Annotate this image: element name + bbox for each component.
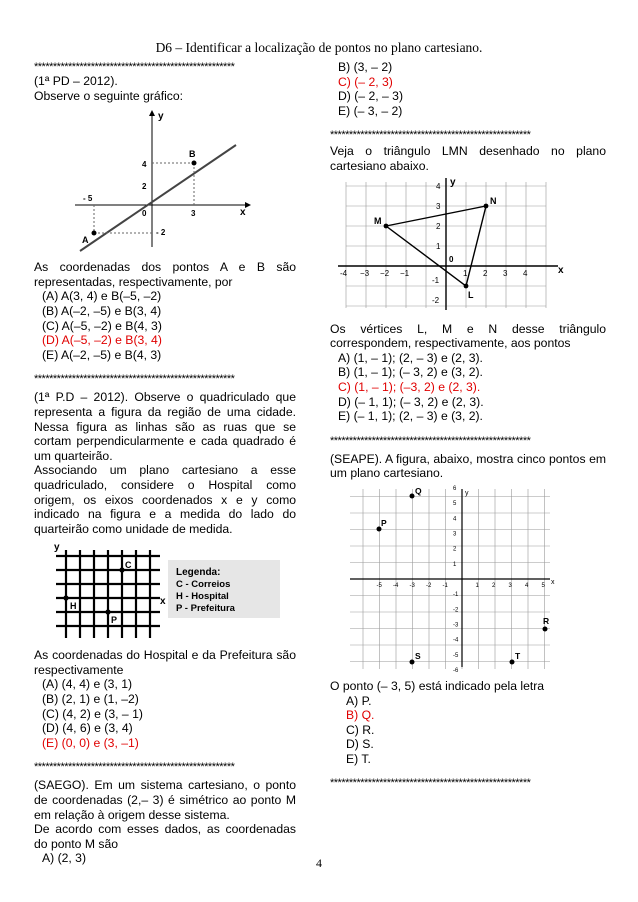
q4-tick-y4: 4 (436, 181, 441, 191)
q3-option-a[interactable]: A) (2, 3) (42, 851, 87, 866)
q5-x-tick: -2 (426, 582, 432, 589)
q4-option-c[interactable]: C) (1, – 1); (–3, 2) e (2, 3). (338, 379, 481, 394)
q1-x-label: x (240, 207, 246, 219)
q5-option-c[interactable]: C) R. (346, 722, 375, 737)
q2-city-grid (48, 542, 288, 642)
q1-option-c[interactable]: (C) A(–5, –2) e B(4, 3) (42, 318, 162, 333)
q1-option-d[interactable]: (D) A(–5, –2) e B(3, 4) (42, 333, 162, 348)
q5-x-tick: 5 (541, 582, 545, 589)
q2-p-label: P (111, 615, 118, 626)
point-l (464, 283, 469, 288)
q5-p-label: P (381, 517, 387, 528)
q5-x-tick: 4 (525, 582, 529, 589)
q5-option-b[interactable]: B) Q. (346, 708, 375, 723)
q5-prompt: (SEAPE). A figura, abaixo, mostra cinco pontos em um plano cartesiano. (330, 451, 606, 481)
q2-option-b[interactable]: (B) (2, 1) e (1, –2) (42, 692, 139, 707)
q4-tick-y3: 3 (436, 201, 441, 211)
q5-option-a[interactable]: A) P. (346, 693, 372, 708)
hospital-point (63, 596, 68, 601)
q5-y-tick: -6 (453, 667, 459, 673)
q5-y-tick: 4 (453, 516, 457, 523)
q5-option-d[interactable]: D) S. (346, 737, 374, 752)
q1-tick-2: 2 (142, 182, 147, 192)
q5-y-tick: -1 (453, 592, 459, 599)
q1-option-b[interactable]: (B) A(–2, –5) e B(3, 4) (42, 303, 162, 318)
q1-source: (1ª PD – 2012). (34, 74, 118, 88)
left-column (34, 60, 296, 866)
point-r (543, 626, 548, 631)
q5-y-tick: 3 (453, 531, 457, 538)
legend-p: P - Prefeitura (176, 603, 235, 615)
q1-tick-4: 4 (142, 160, 147, 170)
separator: ***************************************************** (34, 373, 235, 386)
q3-text1: (SAEGO). Em um sistema cartesiano, o ponto de coordenadas (2,– 3) é simétrico ao ponto M em relação à origem desse sistema. (34, 778, 296, 822)
separator: ***************************************************** (330, 434, 531, 447)
q1-tick-neg5: - 5 (83, 194, 93, 204)
q5-y-tick: 6 (453, 485, 457, 492)
page-number: 4 (316, 856, 322, 870)
q4-tick-x1: 1 (463, 268, 468, 278)
point-n (484, 203, 489, 208)
q3-text2: De acordo com esses dados, as coordenadas do ponto M são (34, 822, 296, 851)
q5-x-tick: -4 (393, 582, 399, 589)
q4-triangle-graph (334, 176, 566, 316)
q4-tick-y1: 1 (436, 241, 441, 251)
q5-point-plot (350, 485, 560, 673)
q5-x-tick: -3 (409, 582, 415, 589)
point-s (410, 659, 415, 664)
correios-point (119, 568, 124, 573)
q4-y-label: y (450, 176, 456, 188)
q4-l-label: L (468, 289, 474, 300)
q5-x-tick: 3 (508, 582, 512, 589)
q1-prompt: Observe o seguinte gráfico: (34, 88, 184, 103)
point-m (384, 223, 389, 228)
q4-option-b[interactable]: B) (1, – 1); (– 3, 2) e (3, 2). (338, 365, 483, 380)
point-t (510, 659, 515, 664)
q2-text2: Associando um plano cartesiano a esse quadriculado, considere o Hospital como origem, os eixos coordenados x e y como indicado na figura e a medida do lado do quarteirão como unidade de medida. (34, 463, 296, 536)
q4-option-a[interactable]: A) (1, – 1); (2, – 3) e (2, 3). (338, 350, 483, 365)
separator: ***************************************************** (330, 777, 531, 790)
point-a (92, 231, 97, 236)
q2-x-label: x (160, 596, 166, 608)
q2-option-d[interactable]: (D) (4, 6) e (3, 4) (42, 721, 133, 736)
q4-option-d[interactable]: D) (– 1, 1); (– 3, 2) e (2, 3). (338, 394, 484, 409)
q4-tick-yn1: -1 (432, 275, 440, 285)
q4-tick-x4: 4 (523, 268, 528, 278)
q2-c-label: C (125, 560, 132, 571)
q2-option-e[interactable]: (E) (0, 0) e (3, –1) (42, 735, 139, 750)
q4-tick-x3: 3 (503, 268, 508, 278)
q5-q-label: Q (415, 485, 422, 496)
right-column (330, 60, 606, 790)
q4-x-label: x (558, 264, 564, 276)
q5-y-tick: -4 (453, 637, 459, 644)
q2-question: As coordenadas do Hospital e da Prefeitura são respectivamente (34, 648, 296, 677)
q1-option-a[interactable]: (A) A(3, 4) e B(–5, –2) (42, 289, 162, 304)
q4-tick-xn1: −1 (400, 268, 410, 278)
q3-option-e[interactable]: E) (– 3, – 2) (338, 103, 403, 118)
separator: ***************************************************** (34, 61, 235, 73)
prefeitura-point (105, 610, 110, 615)
q5-y-tick: -2 (453, 607, 459, 614)
point-b (192, 161, 197, 166)
q1-tick-neg2: - 2 (156, 228, 166, 238)
separator: ***************************************************** (34, 761, 235, 774)
q5-x-tick: 1 (475, 582, 479, 589)
q5-x-tick: -5 (376, 582, 382, 589)
separator: ***************************************************** (330, 129, 531, 142)
q2-h-label: H (70, 601, 77, 612)
legend-title: Legenda: (176, 567, 221, 579)
q1-y-label: y (158, 111, 164, 123)
point-q (410, 493, 415, 498)
q4-tick-xn3: −3 (360, 268, 370, 278)
page-title: D6 – Identificar a localização de pontos no plano cartesiano. (155, 40, 483, 55)
q4-tick-xn4: -4 (340, 268, 348, 278)
q2-text1: (1ª P.D – 2012). Observe o quadriculado que representa a figura da região de uma cidade. Nessa figura as linhas são as ruas que se cortam perpendicularmente e cada quadrado é um quarteirão. (34, 390, 296, 463)
q4-question: Os vértices L, M e N desse triângulo correspondem, respectivamente, aos pontos (330, 321, 606, 351)
q1-b-label: B (189, 149, 196, 160)
q1-tick-0: 0 (142, 209, 147, 219)
q5-y-tick: -5 (453, 652, 459, 659)
q1-tick-3: 3 (191, 209, 196, 219)
q2-option-c[interactable]: (C) (4, 2) e (3, – 1) (42, 706, 143, 721)
q5-option-e[interactable]: E) T. (346, 751, 371, 766)
q1-line-graph (70, 107, 260, 257)
q5-t-label: T (515, 650, 521, 661)
q5-y-tick: 1 (453, 561, 457, 568)
q5-y-tick: 2 (453, 546, 457, 553)
q5-y-tick: 5 (453, 501, 457, 508)
q4-tick-x2: 2 (483, 268, 488, 278)
legend-h: H - Hospital (176, 591, 229, 603)
q4-m-label: M (374, 215, 382, 226)
q2-option-a[interactable]: (A) (4, 4) e (3, 1) (42, 677, 133, 692)
q5-y-label: y (465, 489, 469, 497)
q5-s-label: S (415, 650, 421, 661)
q4-tick-yn2: -2 (432, 295, 440, 305)
q1-question: As coordenadas dos pontos A e B são representadas, respectivamente, por (34, 260, 296, 289)
q5-x-tick: 2 (492, 582, 496, 589)
q3-option-d[interactable]: D) (– 2, – 3) (338, 89, 404, 104)
q4-option-e[interactable]: E) (– 1, 1); (2, – 3) e (3, 2). (338, 409, 483, 424)
q4-n-label: N (490, 195, 497, 206)
q5-r-label: R (543, 615, 550, 626)
q4-tick-y2: 2 (436, 221, 441, 231)
q3-option-c[interactable]: C) (– 2, 3) (338, 74, 393, 89)
q2-y-label: y (54, 542, 60, 554)
q5-x-tick: -1 (442, 582, 448, 589)
q5-y-tick: -3 (453, 622, 459, 629)
q5-x-label: x (551, 578, 555, 586)
q4-tick-xn2: −2 (380, 268, 390, 278)
q5-question: O ponto (– 3, 5) está indicado pela letra (330, 678, 545, 693)
q4-tick-0: 0 (449, 254, 454, 264)
q1-option-e[interactable]: (E) A(–2, –5) e B(4, 3) (42, 347, 162, 362)
q1-a-label: A (82, 235, 89, 246)
q3-option-b[interactable]: B) (3, – 2) (338, 60, 393, 74)
q4-prompt: Veja o triângulo LMN desenhado no plano cartesiano abaixo. (330, 144, 606, 173)
legend-c: C - Correios (176, 579, 231, 591)
